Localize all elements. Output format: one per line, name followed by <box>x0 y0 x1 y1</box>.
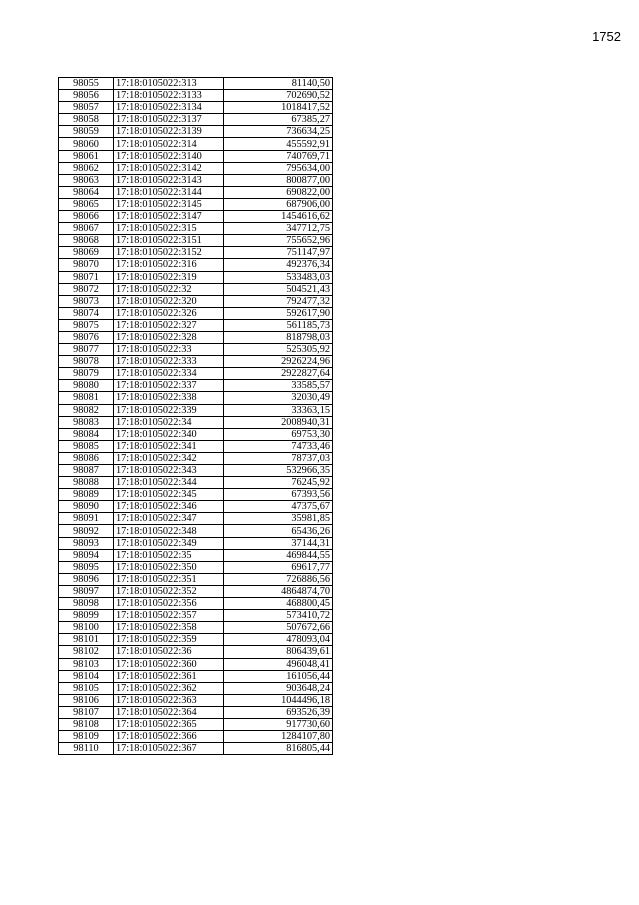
row-number: 98083 <box>59 416 114 428</box>
cadastral-value: 2922827,64 <box>224 368 333 380</box>
table-row <box>59 186 333 198</box>
row-number: 98105 <box>59 682 114 694</box>
cadastral-number: 17:18:0105022:341 <box>114 440 224 452</box>
cadastral-value: 35981,85 <box>224 513 333 525</box>
cadastral-number: 17:18:0105022:359 <box>114 634 224 646</box>
cadastral-value: 792477,32 <box>224 295 333 307</box>
table-row <box>59 561 333 573</box>
cadastral-value: 687906,00 <box>224 198 333 210</box>
row-number: 98075 <box>59 319 114 331</box>
row-number: 98094 <box>59 549 114 561</box>
row-number: 98102 <box>59 646 114 658</box>
table-row <box>59 573 333 585</box>
cadastral-number: 17:18:0105022:348 <box>114 525 224 537</box>
cadastral-number: 17:18:0105022:339 <box>114 404 224 416</box>
row-number: 98106 <box>59 694 114 706</box>
row-number: 98100 <box>59 622 114 634</box>
cadastral-value: 65436,26 <box>224 525 333 537</box>
cadastral-value: 161056,44 <box>224 670 333 682</box>
cadastral-number: 17:18:0105022:328 <box>114 331 224 343</box>
row-number: 98066 <box>59 211 114 223</box>
cadastral-value: 693526,39 <box>224 706 333 718</box>
table-row <box>59 211 333 223</box>
cadastral-value: 37144,31 <box>224 537 333 549</box>
cadastral-number: 17:18:0105022:357 <box>114 610 224 622</box>
cadastral-number: 17:18:0105022:3152 <box>114 247 224 259</box>
cadastral-number: 17:18:0105022:343 <box>114 465 224 477</box>
row-number: 98067 <box>59 223 114 235</box>
cadastral-value: 532966,35 <box>224 465 333 477</box>
cadastral-number: 17:18:0105022:367 <box>114 743 224 755</box>
cadastral-value: 81140,50 <box>224 78 333 90</box>
table-row <box>59 658 333 670</box>
cadastral-number: 17:18:0105022:365 <box>114 718 224 730</box>
table-row <box>59 174 333 186</box>
row-number: 98104 <box>59 670 114 682</box>
cadastral-value: 751147,97 <box>224 247 333 259</box>
row-number: 98093 <box>59 537 114 549</box>
cadastral-value: 726886,56 <box>224 573 333 585</box>
table-row <box>59 126 333 138</box>
table-row <box>59 743 333 755</box>
table-row <box>59 513 333 525</box>
row-number: 98108 <box>59 718 114 730</box>
row-number: 98063 <box>59 174 114 186</box>
table-row <box>59 150 333 162</box>
cadastral-number: 17:18:0105022:352 <box>114 585 224 597</box>
row-number: 98097 <box>59 585 114 597</box>
row-number: 98064 <box>59 186 114 198</box>
table-row <box>59 78 333 90</box>
cadastral-value: 816805,44 <box>224 743 333 755</box>
cadastral-value: 507672,66 <box>224 622 333 634</box>
table-row <box>59 235 333 247</box>
cadastral-value: 917730,60 <box>224 718 333 730</box>
table-row <box>59 295 333 307</box>
row-number: 98055 <box>59 78 114 90</box>
cadastral-value: 1044496,18 <box>224 694 333 706</box>
cadastral-value: 67385,27 <box>224 114 333 126</box>
table-row <box>59 622 333 634</box>
row-number: 98084 <box>59 428 114 440</box>
cadastral-number: 17:18:0105022:364 <box>114 706 224 718</box>
table-row <box>59 344 333 356</box>
row-number: 98072 <box>59 283 114 295</box>
cadastral-number: 17:18:0105022:338 <box>114 392 224 404</box>
row-number: 98060 <box>59 138 114 150</box>
cadastral-value: 69753,30 <box>224 428 333 440</box>
table-row <box>59 465 333 477</box>
cadastral-number: 17:18:0105022:334 <box>114 368 224 380</box>
row-number: 98089 <box>59 489 114 501</box>
cadastral-value: 32030,49 <box>224 392 333 404</box>
row-number: 98078 <box>59 356 114 368</box>
row-number: 98059 <box>59 126 114 138</box>
cadastral-value: 736634,25 <box>224 126 333 138</box>
row-number: 98096 <box>59 573 114 585</box>
row-number: 98091 <box>59 513 114 525</box>
table-row <box>59 114 333 126</box>
table-row <box>59 356 333 368</box>
table-row <box>59 392 333 404</box>
cadastral-value: 47375,67 <box>224 501 333 513</box>
cadastral-value: 702690,52 <box>224 90 333 102</box>
cadastral-number: 17:18:0105022:344 <box>114 477 224 489</box>
row-number: 98092 <box>59 525 114 537</box>
table-row <box>59 598 333 610</box>
cadastral-value: 818798,03 <box>224 331 333 343</box>
table-row <box>59 380 333 392</box>
row-number: 98074 <box>59 307 114 319</box>
cadastral-number: 17:18:0105022:337 <box>114 380 224 392</box>
row-number: 98107 <box>59 706 114 718</box>
cadastral-number: 17:18:0105022:3139 <box>114 126 224 138</box>
table-row <box>59 452 333 464</box>
table-row <box>59 331 333 343</box>
table-row <box>59 525 333 537</box>
table-row <box>59 102 333 114</box>
cadastral-value: 690822,00 <box>224 186 333 198</box>
cadastral-value: 1454616,62 <box>224 211 333 223</box>
table-row <box>59 368 333 380</box>
cadastral-value: 78737,03 <box>224 452 333 464</box>
cadastral-value: 504521,43 <box>224 283 333 295</box>
cadastral-value: 33585,57 <box>224 380 333 392</box>
cadastral-number: 17:18:0105022:3143 <box>114 174 224 186</box>
table-row <box>59 440 333 452</box>
cadastral-number: 17:18:0105022:360 <box>114 658 224 670</box>
table-row <box>59 198 333 210</box>
cadastral-number: 17:18:0105022:316 <box>114 259 224 271</box>
cadastral-value: 573410,72 <box>224 610 333 622</box>
row-number: 98109 <box>59 731 114 743</box>
cadastral-number: 17:18:0105022:32 <box>114 283 224 295</box>
cadastral-number: 17:18:0105022:3137 <box>114 114 224 126</box>
table-row <box>59 634 333 646</box>
cadastral-number: 17:18:0105022:320 <box>114 295 224 307</box>
cadastral-value: 478093,04 <box>224 634 333 646</box>
row-number: 98103 <box>59 658 114 670</box>
cadastral-number: 17:18:0105022:3133 <box>114 90 224 102</box>
table-row <box>59 138 333 150</box>
table-row <box>59 694 333 706</box>
cadastral-value: 1018417,52 <box>224 102 333 114</box>
table-row <box>59 646 333 658</box>
table-row <box>59 283 333 295</box>
cadastral-value: 69617,77 <box>224 561 333 573</box>
cadastral-number: 17:18:0105022:314 <box>114 138 224 150</box>
cadastral-number: 17:18:0105022:358 <box>114 622 224 634</box>
cadastral-number: 17:18:0105022:342 <box>114 452 224 464</box>
table-row <box>59 477 333 489</box>
row-number: 98070 <box>59 259 114 271</box>
cadastral-number: 17:18:0105022:313 <box>114 78 224 90</box>
row-number: 98087 <box>59 465 114 477</box>
cadastral-value: 806439,61 <box>224 646 333 658</box>
cadastral-number: 17:18:0105022:327 <box>114 319 224 331</box>
row-number: 98058 <box>59 114 114 126</box>
cadastral-number: 17:18:0105022:315 <box>114 223 224 235</box>
row-number: 98068 <box>59 235 114 247</box>
cadastral-value: 76245,92 <box>224 477 333 489</box>
row-number: 98071 <box>59 271 114 283</box>
cadastral-number: 17:18:0105022:3151 <box>114 235 224 247</box>
row-number: 98095 <box>59 561 114 573</box>
table-row <box>59 223 333 235</box>
cadastral-number: 17:18:0105022:319 <box>114 271 224 283</box>
cadastral-number: 17:18:0105022:3147 <box>114 211 224 223</box>
table-row <box>59 247 333 259</box>
cadastral-number: 17:18:0105022:350 <box>114 561 224 573</box>
table-row <box>59 319 333 331</box>
row-number: 98088 <box>59 477 114 489</box>
cadastral-value: 800877,00 <box>224 174 333 186</box>
table-row <box>59 489 333 501</box>
row-number: 98062 <box>59 162 114 174</box>
cadastral-value: 592617,90 <box>224 307 333 319</box>
cadastral-value: 2926224,96 <box>224 356 333 368</box>
cadastral-value: 4864874,70 <box>224 585 333 597</box>
table-row <box>59 718 333 730</box>
cadastral-number: 17:18:0105022:33 <box>114 344 224 356</box>
cadastral-number: 17:18:0105022:36 <box>114 646 224 658</box>
row-number: 98099 <box>59 610 114 622</box>
data-table <box>58 77 333 755</box>
row-number: 98098 <box>59 598 114 610</box>
table-row <box>59 416 333 428</box>
row-number: 98082 <box>59 404 114 416</box>
row-number: 98069 <box>59 247 114 259</box>
row-number: 98065 <box>59 198 114 210</box>
table-row <box>59 162 333 174</box>
cadastral-value: 74733,46 <box>224 440 333 452</box>
cadastral-value: 455592,91 <box>224 138 333 150</box>
table-row <box>59 670 333 682</box>
cadastral-value: 469844,55 <box>224 549 333 561</box>
row-number: 98086 <box>59 452 114 464</box>
cadastral-value: 67393,56 <box>224 489 333 501</box>
cadastral-number: 17:18:0105022:3140 <box>114 150 224 162</box>
cadastral-value: 740769,71 <box>224 150 333 162</box>
cadastral-number: 17:18:0105022:34 <box>114 416 224 428</box>
cadastral-number: 17:18:0105022:347 <box>114 513 224 525</box>
row-number: 98080 <box>59 380 114 392</box>
cadastral-number: 17:18:0105022:3145 <box>114 198 224 210</box>
table-row <box>59 706 333 718</box>
row-number: 98077 <box>59 344 114 356</box>
cadastral-value: 533483,03 <box>224 271 333 283</box>
cadastral-number: 17:18:0105022:345 <box>114 489 224 501</box>
row-number: 98101 <box>59 634 114 646</box>
page-number: 1752 <box>592 29 621 44</box>
cadastral-number: 17:18:0105022:3144 <box>114 186 224 198</box>
table-row <box>59 731 333 743</box>
cadastral-number: 17:18:0105022:3134 <box>114 102 224 114</box>
table-row <box>59 90 333 102</box>
table-row <box>59 259 333 271</box>
cadastral-number: 17:18:0105022:361 <box>114 670 224 682</box>
cadastral-number: 17:18:0105022:333 <box>114 356 224 368</box>
row-number: 98081 <box>59 392 114 404</box>
cadastral-number: 17:18:0105022:366 <box>114 731 224 743</box>
row-number: 98085 <box>59 440 114 452</box>
table-row <box>59 428 333 440</box>
row-number: 98090 <box>59 501 114 513</box>
cadastral-value: 903648,24 <box>224 682 333 694</box>
row-number: 98073 <box>59 295 114 307</box>
row-number: 98079 <box>59 368 114 380</box>
row-number: 98076 <box>59 331 114 343</box>
cadastral-value: 492376,34 <box>224 259 333 271</box>
cadastral-number: 17:18:0105022:340 <box>114 428 224 440</box>
row-number: 98061 <box>59 150 114 162</box>
row-number: 98110 <box>59 743 114 755</box>
row-number: 98056 <box>59 90 114 102</box>
table-row <box>59 307 333 319</box>
cadastral-value: 33363,15 <box>224 404 333 416</box>
cadastral-number: 17:18:0105022:363 <box>114 694 224 706</box>
table-row <box>59 549 333 561</box>
cadastral-value: 496048,41 <box>224 658 333 670</box>
cadastral-value: 561185,73 <box>224 319 333 331</box>
table-row <box>59 610 333 622</box>
table-row <box>59 585 333 597</box>
cadastral-value: 1284107,80 <box>224 731 333 743</box>
row-number: 98057 <box>59 102 114 114</box>
table-row <box>59 501 333 513</box>
table-body <box>59 78 333 755</box>
cadastral-number: 17:18:0105022:35 <box>114 549 224 561</box>
cadastral-value: 795634,00 <box>224 162 333 174</box>
cadastral-number: 17:18:0105022:326 <box>114 307 224 319</box>
table-row <box>59 404 333 416</box>
cadastral-number: 17:18:0105022:351 <box>114 573 224 585</box>
cadastral-number: 17:18:0105022:346 <box>114 501 224 513</box>
cadastral-value: 525305,92 <box>224 344 333 356</box>
cadastral-value: 468800,45 <box>224 598 333 610</box>
cadastral-value: 347712,75 <box>224 223 333 235</box>
cadastral-value: 755652,96 <box>224 235 333 247</box>
cadastral-number: 17:18:0105022:356 <box>114 598 224 610</box>
cadastral-number: 17:18:0105022:349 <box>114 537 224 549</box>
cadastral-number: 17:18:0105022:3142 <box>114 162 224 174</box>
cadastral-number: 17:18:0105022:362 <box>114 682 224 694</box>
table-row <box>59 537 333 549</box>
table-row <box>59 682 333 694</box>
cadastral-value: 2008940,31 <box>224 416 333 428</box>
table-row <box>59 271 333 283</box>
